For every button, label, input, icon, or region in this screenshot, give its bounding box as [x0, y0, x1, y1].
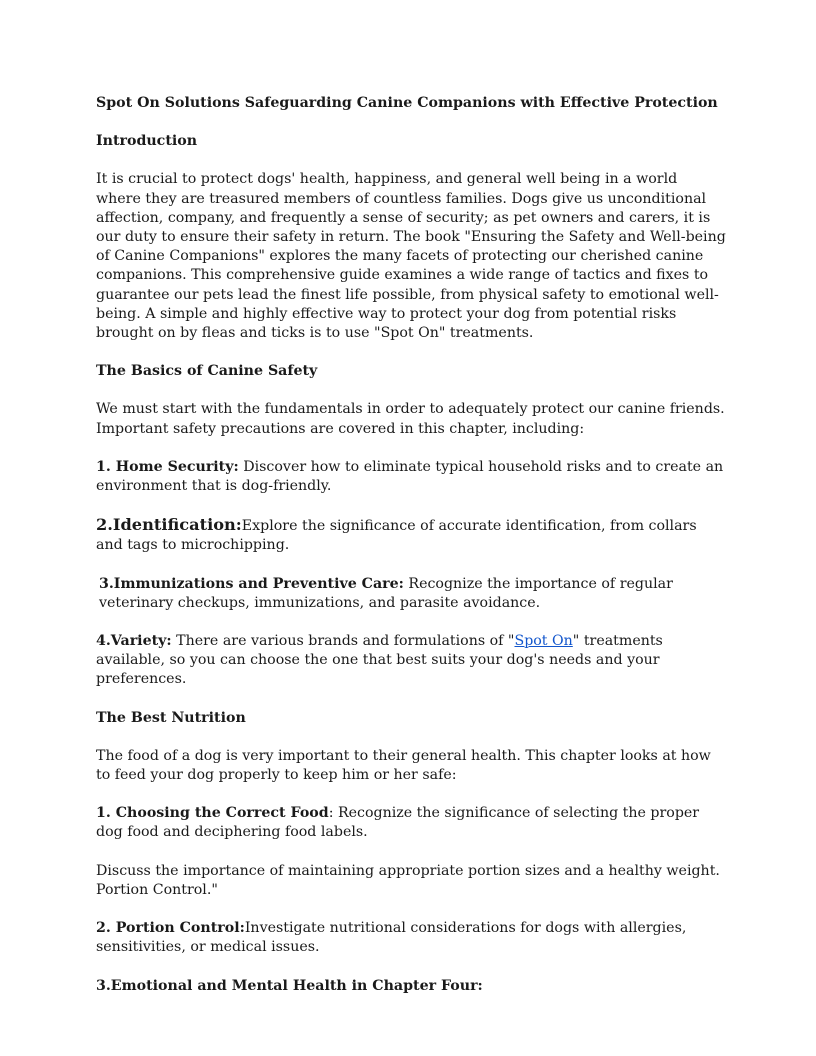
- document-page: [96, 94, 726, 1015]
- item-lead: 2. Portion Control:: [96, 920, 245, 937]
- item-lead: 1. Home Security:: [96, 458, 239, 475]
- item-lead: 3.Emotional and Mental Health in Chapter Four:: [96, 977, 483, 994]
- item-text: Explore the significance of accurate identification, from collars and tags to microchipping.: [96, 518, 697, 554]
- item-text: Recognize the importance of regular veterinary checkups, immunizations, and parasite avoidance.: [99, 575, 673, 611]
- item-text: There are various brands and formulations of ": [171, 633, 515, 650]
- nutrition-paragraph: The food of a dog is very important to their general health. This chapter looks at how to feed your dog properly to keep him or her safe:: [96, 747, 711, 784]
- intro-paragraph: It is crucial to protect dogs' health, happiness, and general well being in a world where they are treasured members of countless families. Dogs give us unconditional affection, company, and frequently a sense of security; as pet owners and carers, it is our duty to ensure their safety in return. The book "Ensuring the Safety and Well-being of Canine Companions" explores the many facets of protecting our cherished canine companions. This comprehensive guide examines a wide range of tactics and fixes to guarantee our pets lead the finest life possible, from physical safety to emotional well-being. A simple and highly effective way to protect your dog from potential risks brought on by fleas and ticks is to use "Spot On" treatments.: [96, 171, 726, 342]
- item-text: " treatments available, so you can choose the one that best suits your dog's needs and your preferences.: [96, 633, 663, 688]
- spot-on-link[interactable]: Spot On: [514, 633, 573, 650]
- list-item-portion-control: [96, 919, 726, 957]
- heading-introduction: Introduction: [96, 133, 198, 150]
- list-item-identification: [96, 515, 726, 555]
- list-item-correct-food: [96, 804, 726, 842]
- list-item-home-security: [96, 458, 726, 496]
- list-item-variety: [96, 632, 726, 690]
- portion-note-paragraph: Discuss the importance of maintaining appropriate portion sizes and a healthy weight. Portion Control.": [96, 862, 720, 898]
- item-text: : Recognize the significance of selecting the proper dog food and deciphering food labels.: [96, 805, 700, 841]
- item-text: Investigate nutritional considerations for dogs with allergies, sensitivities, or medical issues.: [96, 920, 687, 956]
- item-text: Discover how to eliminate typical household risks and to create an environment that is dog-friendly.: [96, 458, 724, 495]
- list-item-immunizations: [96, 575, 726, 613]
- heading-basics: The Basics of Canine Safety: [96, 363, 318, 380]
- heading-nutrition: The Best Nutrition: [96, 709, 246, 726]
- item-lead: 1. Choosing the Correct Food: [96, 805, 329, 822]
- item-lead: 3.Immunizations and Preventive Care:: [99, 575, 404, 592]
- item-lead: 4.Variety:: [96, 633, 172, 650]
- list-item-emotional-health: [96, 977, 726, 996]
- item-lead: 2.Identification:: [96, 515, 242, 535]
- basics-paragraph: We must start with the fundamentals in order to adequately protect our canine friends. Important safety precautions are covered in this chapter, including:: [96, 401, 725, 437]
- document-title: Spot On Solutions Safeguarding Canine Companions with Effective Protection: [96, 95, 718, 111]
